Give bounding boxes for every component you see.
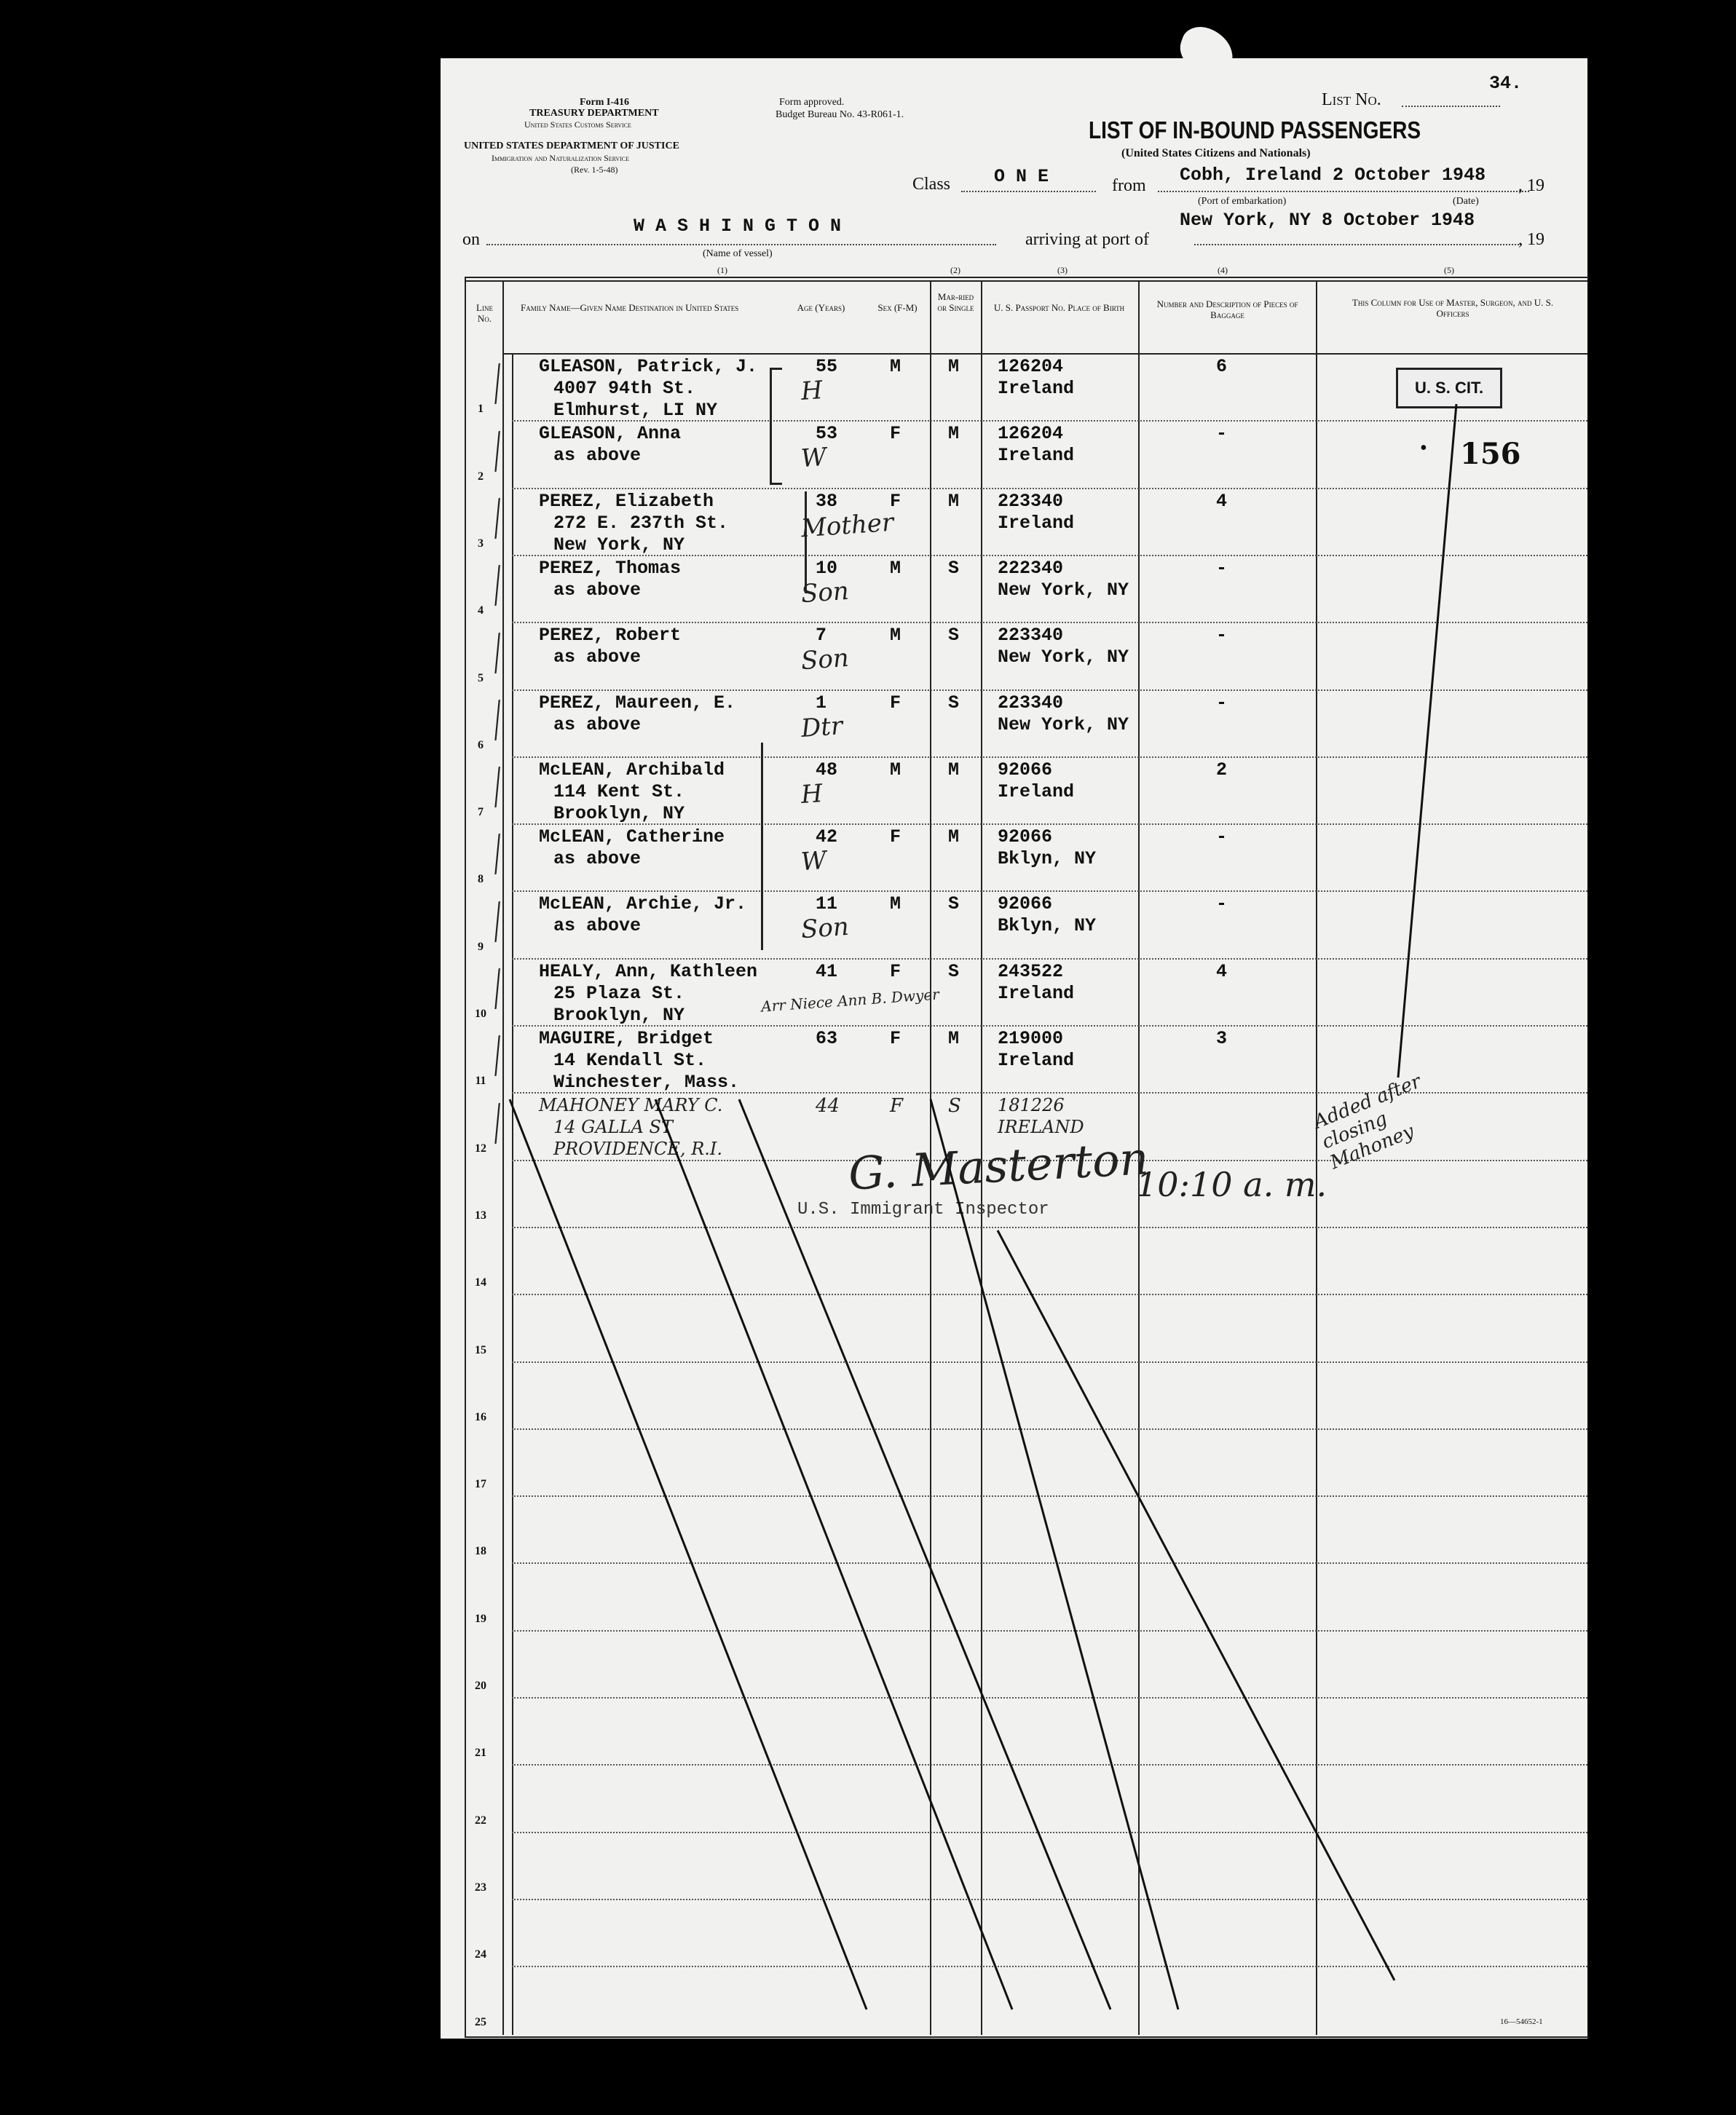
passport-line: Ireland (998, 512, 1075, 534)
arriving-label: arriving at port of (1025, 230, 1149, 249)
passenger-marital: S (948, 557, 960, 579)
passport-line: Ireland (998, 445, 1075, 467)
line-number: 3 (478, 537, 484, 550)
passenger-name-line: as above (553, 647, 642, 668)
passenger-marital: S (948, 692, 960, 713)
passport-line: 222340 (998, 557, 1064, 579)
passenger-name-line: 14 Kendall St. (553, 1050, 707, 1071)
passport-line: IRELAND (998, 1117, 1084, 1138)
inspector-title: U.S. Immigrant Inspector (797, 1200, 1049, 1219)
passenger-marital: M (948, 490, 960, 512)
handwritten-relation: W (800, 443, 828, 474)
passenger-name-line: McLEAN, Archie, Jr. (539, 893, 747, 915)
header-name: Family Name—Given Name Destination in United States (521, 302, 739, 313)
passenger-name-line: GLEASON, Anna (539, 423, 682, 445)
check-mark: / (489, 888, 506, 954)
passenger-name-line: 25 Plaza St. (553, 982, 685, 1004)
document-subtitle: (United States Citizens and Nationals) (1121, 147, 1311, 159)
year-suffix: , 19 (1518, 230, 1544, 249)
passenger-name-line: McLEAN, Archibald (539, 759, 725, 780)
passenger-sex: M (890, 356, 901, 377)
vessel-name: W A S H I N G T O N (634, 216, 842, 237)
passenger-sex: M (890, 557, 901, 579)
check-mark: / (489, 754, 506, 821)
handwritten-relation: H (800, 376, 824, 406)
vessel-label: (Name of vessel) (703, 248, 773, 259)
passenger-marital: M (948, 1028, 960, 1049)
passenger-age: 7 (816, 625, 827, 647)
passport-line: 223340 (998, 625, 1064, 647)
passenger-name-line: PEREZ, Thomas (539, 557, 682, 579)
passenger-marital: S (948, 893, 960, 915)
passenger-sex: M (890, 625, 901, 647)
dot-mark: • (1420, 437, 1427, 459)
passport-line: 219000 (998, 1028, 1064, 1049)
passport-line: 126204 (998, 356, 1064, 377)
officer-arrow (1398, 404, 1456, 1078)
passenger-marital: S (948, 1095, 961, 1118)
passenger-name-line: 4007 94th St. (553, 378, 696, 399)
passenger-sex: F (890, 692, 901, 713)
passport-line: New York, NY (998, 579, 1129, 601)
col-number-1: (1) (717, 265, 727, 275)
passport-line: 181226 (998, 1095, 1065, 1116)
passenger-marital: M (948, 423, 960, 445)
check-mark: / (489, 687, 506, 754)
year-suffix: , 19 (1518, 176, 1544, 195)
handwritten-relation: Son (800, 576, 850, 609)
passport-line: Ireland (998, 378, 1075, 399)
line-number: 15 (475, 1343, 486, 1356)
passenger-name-line: PEREZ, Elizabeth (539, 490, 714, 512)
passenger-marital: M (948, 759, 960, 780)
inspection-time: 10:10 a. m. (1136, 1165, 1327, 1204)
passport-line: Ireland (998, 780, 1075, 802)
passenger-name-line: PEREZ, Robert (539, 625, 682, 647)
passenger-name-line: Brooklyn, NY (553, 1004, 685, 1026)
port-embark-label: (Port of embarkation) (1198, 196, 1287, 207)
line-number: 25 (475, 2015, 486, 2028)
document-title: LIST OF IN-BOUND PASSENGERS (1089, 116, 1421, 143)
passport-line: 223340 (998, 692, 1064, 713)
handwritten-relation: Dtr (800, 711, 844, 743)
line-number: 17 (475, 1478, 486, 1491)
print-code: 16—54652-1 (1500, 2017, 1543, 2026)
baggage-count: 6 (1216, 356, 1228, 377)
inspector-signature: G. Masterton (847, 1131, 1151, 1201)
passenger-sex: F (890, 1028, 901, 1049)
passenger-marital: M (948, 356, 960, 377)
officer-note: Added after closing Mahoney (1311, 1070, 1424, 1174)
passport-line: New York, NY (998, 713, 1129, 735)
line-number: 20 (475, 1680, 486, 1692)
passenger-name-line: PROVIDENCE, R.I. (553, 1139, 722, 1160)
line-number: 1 (478, 403, 484, 416)
line-number: 7 (478, 806, 484, 819)
passenger-sex: M (890, 893, 901, 915)
date-label: (Date) (1453, 196, 1479, 207)
list-no-label: List No. (1322, 90, 1381, 109)
passenger-age: 11 (816, 893, 838, 915)
passport-line: 92066 (998, 826, 1053, 848)
passenger-sex: F (890, 960, 901, 982)
budget-bureau: Budget Bureau No. 43-R061-1. (776, 109, 904, 120)
passenger-name-line: as above (553, 915, 642, 937)
passenger-name-line: PEREZ, Maureen, E. (539, 692, 736, 713)
from-label: from (1112, 176, 1146, 195)
passport-line: 92066 (998, 759, 1053, 780)
passenger-name-line: MAGUIRE, Bridget (539, 1028, 714, 1049)
on-label: on (462, 230, 480, 249)
line-number: 10 (475, 1008, 486, 1020)
class-value: O N E (994, 166, 1049, 187)
line-number: 11 (475, 1075, 486, 1088)
cancel-stroke (655, 1099, 1012, 2009)
passenger-name-line: New York, NY (553, 534, 685, 556)
dept-justice: UNITED STATES DEPARTMENT OF JUSTICE (464, 141, 679, 151)
line-number: 19 (475, 1612, 486, 1625)
check-mark: / (489, 552, 506, 619)
line-number: 4 (478, 604, 484, 617)
baggage-count: 2 (1216, 759, 1228, 780)
passport-line: 126204 (998, 423, 1064, 445)
check-mark: / (489, 1090, 506, 1156)
passport-line: Ireland (998, 982, 1075, 1004)
passenger-age: 55 (816, 356, 838, 377)
passenger-name-line: MAHONEY MARY C. (539, 1095, 723, 1116)
from-value: Cobh, Ireland 2 October 1948 (1180, 165, 1486, 186)
check-mark: / (489, 485, 506, 552)
passenger-sex: F (890, 490, 901, 512)
list-no-value: 34. (1489, 73, 1523, 94)
passenger-sex: F (890, 423, 901, 445)
passenger-age: 41 (816, 960, 838, 982)
us-cit-stamp: U. S. CIT. (1396, 368, 1502, 408)
col-number-4: (4) (1218, 265, 1228, 275)
class-label: Class (912, 175, 951, 194)
handwritten-relation: Mother (800, 507, 895, 543)
passenger-age: 44 (816, 1095, 840, 1118)
passenger-name-line: GLEASON, Patrick, J. (539, 356, 758, 377)
check-mark: / (489, 418, 506, 484)
line-number: 5 (478, 671, 484, 684)
passenger-name-line: Brooklyn, NY (553, 802, 685, 824)
header-married: Mar-ried or Single (937, 291, 974, 313)
baggage-count: - (1216, 625, 1228, 647)
passport-line: 223340 (998, 490, 1064, 512)
line-number: 22 (475, 1814, 486, 1827)
header-age: Age (Years) (797, 302, 845, 313)
passport-line: 243522 (998, 960, 1064, 982)
line-number: 9 (478, 940, 484, 953)
ins-service: Immigration and Naturalization Service (492, 153, 630, 163)
passenger-age: 42 (816, 826, 838, 848)
passenger-marital: S (948, 625, 960, 647)
passenger-age: 53 (816, 423, 838, 445)
passenger-age: 38 (816, 490, 838, 512)
line-number: 6 (478, 738, 484, 751)
check-mark: / (489, 620, 506, 686)
line-number: 23 (475, 1881, 486, 1894)
line-number: 14 (475, 1276, 486, 1289)
passport-line: Bklyn, NY (998, 848, 1097, 870)
passenger-age: 1 (816, 692, 827, 713)
passenger-marital: S (948, 960, 960, 982)
check-mark: / (489, 955, 506, 1022)
header-baggage: Number and Description of Pieces of Baggage (1156, 299, 1298, 320)
revision: (Rev. 1-5-48) (571, 165, 618, 175)
form-approved: Form approved. (779, 97, 845, 108)
passenger-name-line: HEALY, Ann, Kathleen (539, 960, 758, 982)
arrival-value: New York, NY 8 October 1948 (1180, 210, 1475, 231)
form-number: Form I-416 (580, 97, 630, 108)
line-number: 18 (475, 1545, 486, 1558)
passenger-name-line: Winchester, Mass. (553, 1072, 740, 1093)
passenger-name-line: 114 Kent St. (553, 780, 685, 802)
check-mark: / (489, 351, 506, 417)
baggage-count: - (1216, 557, 1228, 579)
baggage-count: - (1216, 893, 1228, 915)
passenger-sex: F (890, 1095, 904, 1118)
passenger-name-line: McLEAN, Catherine (539, 826, 725, 848)
passenger-age: 63 (816, 1028, 838, 1049)
customs-service: United States Customs Service (524, 119, 631, 130)
passenger-name-line: as above (553, 579, 642, 601)
passenger-name-line: 14 GALLA ST (553, 1117, 673, 1138)
treasury-dept: TREASURY DEPARTMENT (529, 108, 659, 119)
line-number: 12 (475, 1142, 486, 1155)
header-officers: This Column for Use of Master, Surgeon, and U. S. Officers (1352, 297, 1554, 319)
baggage-count: - (1216, 692, 1228, 713)
passenger-age: 10 (816, 557, 838, 579)
header-line-no: Line No. (476, 302, 493, 324)
line-number: 2 (478, 470, 484, 483)
handwritten-relation: Son (800, 643, 850, 676)
passenger-sex: F (890, 826, 901, 848)
cancel-stroke (998, 1230, 1394, 1980)
passenger-name-line: as above (553, 713, 642, 735)
handwritten-relation: H (800, 778, 824, 810)
passenger-marital: M (948, 826, 960, 848)
passport-line: 92066 (998, 893, 1053, 915)
passenger-name-line: 272 E. 237th St. (553, 512, 729, 534)
baggage-count: - (1216, 423, 1228, 445)
col-number-2: (2) (950, 265, 960, 275)
line-number: 16 (475, 1410, 486, 1423)
passport-line: Ireland (998, 1050, 1075, 1071)
check-mark: / (489, 1023, 506, 1089)
line-number: 24 (475, 1948, 486, 1961)
passenger-name-line: as above (553, 848, 642, 870)
passenger-name-line: Elmhurst, LI NY (553, 400, 718, 421)
baggage-count: - (1216, 826, 1228, 848)
passenger-age: 48 (816, 759, 838, 780)
passenger-name-line: as above (553, 445, 642, 467)
line-number: 21 (475, 1747, 486, 1760)
header-sex: Sex (F-M) (877, 302, 918, 313)
baggage-count: 4 (1216, 960, 1228, 982)
handwritten-relation: W (800, 845, 828, 877)
header-passport: U. S. Passport No. Place of Birth (993, 302, 1125, 313)
cancel-stroke (510, 1099, 867, 2009)
check-mark: / (489, 821, 506, 887)
officer-count: 156 (1460, 437, 1521, 471)
line-number: 13 (475, 1209, 486, 1222)
handwritten-relation: Arr Niece Ann B. Dwyer (760, 985, 940, 1016)
col-number-3: (3) (1057, 265, 1068, 275)
passport-line: Bklyn, NY (998, 915, 1097, 937)
line-number: 8 (478, 873, 484, 886)
passport-line: New York, NY (998, 647, 1129, 668)
passenger-sex: M (890, 759, 901, 780)
baggage-count: 4 (1216, 490, 1228, 512)
baggage-count: 3 (1216, 1028, 1228, 1049)
col-number-5: (5) (1444, 265, 1454, 275)
handwritten-relation: Son (800, 912, 850, 945)
